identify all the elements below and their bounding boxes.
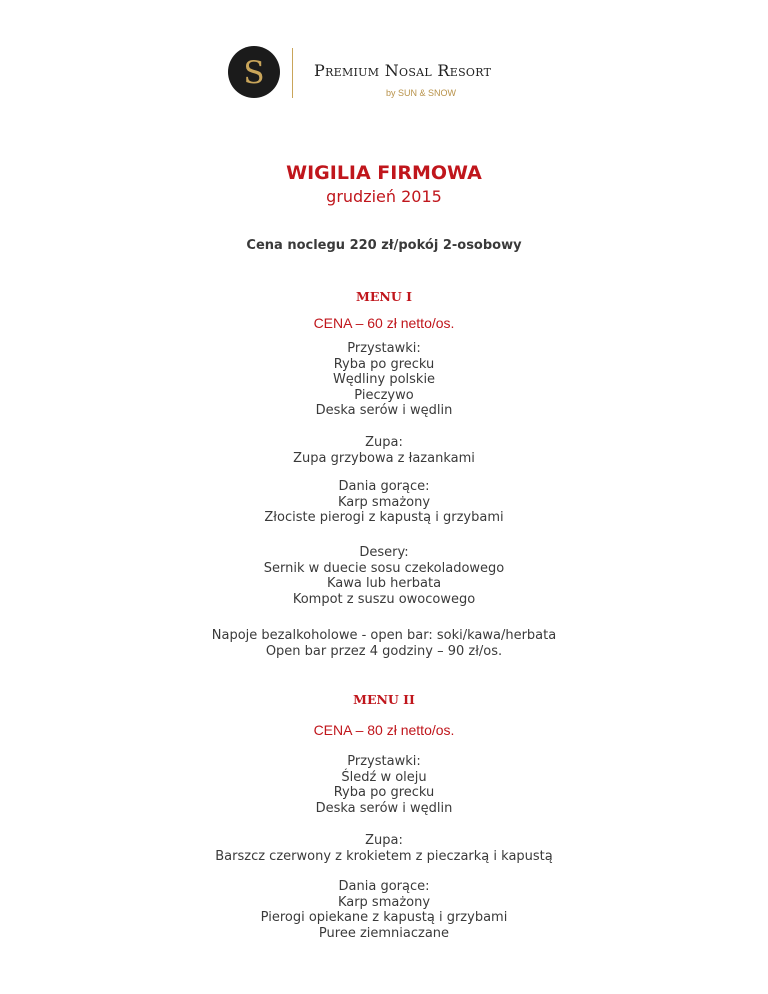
menu-line: Napoje bezalkoholowe - open bar: soki/kawa/herbata [211,628,557,643]
menu2-price: CENA – 80 zł netto/os. [313,722,455,738]
logo-divider [292,48,293,98]
menu-line: Karp smażony [337,494,431,510]
menu-line: Przystawki: [347,754,421,769]
menu-line: Zupa: [365,435,403,450]
menu2-starters [0,754,768,816]
menu-line: Śledź w oleju [341,769,427,785]
menu-line: Dania gorące: [338,879,430,894]
menu1-soup [0,435,768,466]
menu-line: Zupa grzybowa z łazankami [293,450,475,466]
menu1-heading: MENU I [356,289,412,304]
menu-line: Przystawki: [347,341,421,356]
menu-line: Pieczywo [354,387,414,403]
page-subtitle: grudzień 2015 [326,187,442,206]
menu-line: Sernik w duecie sosu czekoladowego [263,560,505,576]
menu-line: Kawa lub herbata [326,576,442,592]
menu1-drinks [0,628,768,659]
menu-line: Ryba po grecku [333,785,435,801]
menu-line: Desery: [359,545,409,560]
page-title: WIGILIA FIRMOWA [286,162,482,184]
menu1-price: CENA – 60 zł netto/os. [313,315,455,331]
accommodation-price: Cena noclegu 220 zł/pokój 2-osobowy [246,238,522,253]
menu-line: Ryba po grecku [333,356,435,372]
menu1-hot-dishes [0,479,768,526]
menu-line: Wędliny polskie [332,372,436,388]
brand-name: Premium Nosal Resort [314,61,492,80]
logo-letter: S [243,54,265,91]
logo-emblem [228,46,280,98]
menu1-starters [0,341,768,419]
menu-line: Zupa: [365,833,403,848]
menu-line: Kompot z suszu owocowego [292,591,476,607]
menu-line: Deska serów i wędlin [315,800,453,816]
menu-line: Złociste pierogi z kapustą i grzybami [264,510,504,526]
menu2-heading: MENU II [353,692,415,707]
brand-subtitle: by SUN & SNOW [386,88,457,98]
menu-line: Pierogi opiekane z kapustą i grzybami [260,910,508,926]
menu-line: Puree ziemniaczane [318,925,450,941]
menu2-hot-dishes [0,879,768,941]
menu-line: Open bar przez 4 godziny – 90 zł/os. [265,643,503,659]
menu1-desserts [0,545,768,607]
menu-line: Dania gorące: [338,479,430,494]
menu-line: Deska serów i wędlin [315,403,453,419]
resort-logo [228,46,558,100]
menu-line: Karp smażony [337,894,431,910]
menu-line: Barszcz czerwony z krokietem z pieczarką i kapustą [215,848,553,864]
menu2-soup [0,833,768,864]
